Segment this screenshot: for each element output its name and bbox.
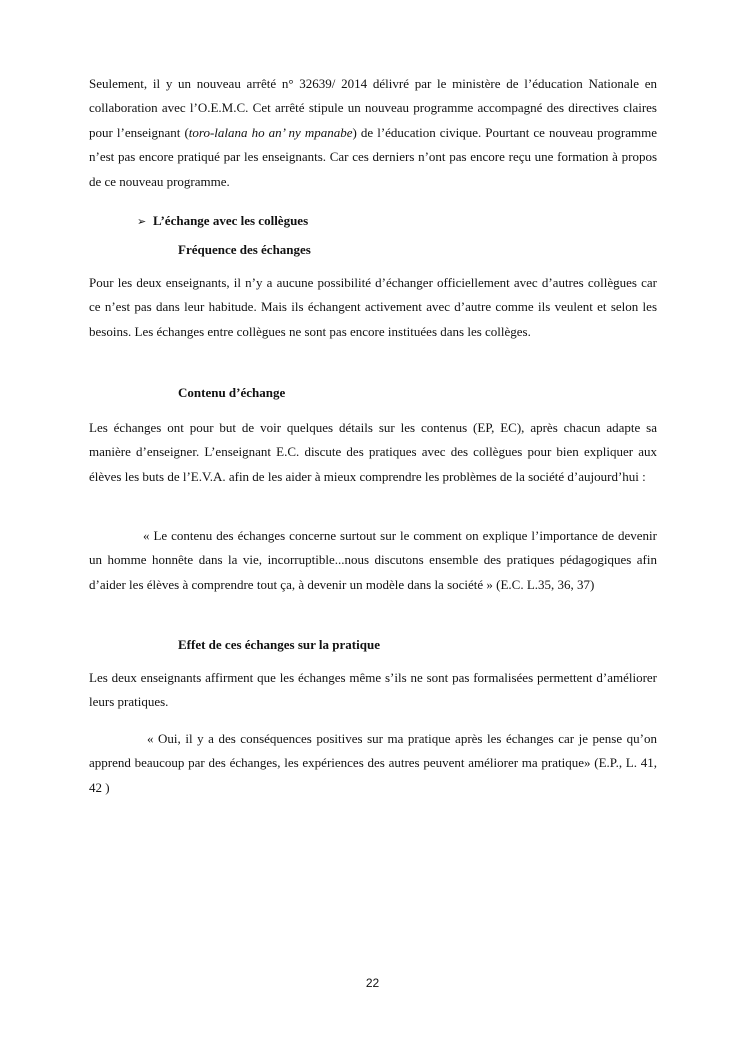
subheading-effet: Effet de ces échanges sur la pratique [178,637,380,652]
quote-ep: « Oui, il y a des conséquences positives sur ma pratique après les échanges car je pense qu’on apprend beaucoup par des échanges, les expériences des autres peuvent améliorer ma pratique» (E.P., L. 41, 42 ) [89,731,657,795]
paragraph-1-text-a: Seulement, il y un nouveau arrêté n° 32639/ 2014 délivré par le ministère de l’éducation Nationale en collaboration avec l’O.E.M.C. Cet arrêté stipule un nouveau programme accompagné des directives claires pour l’enseignant ( [89,76,657,140]
bullet-heading-text: L’échange avec les collègues [153,213,309,228]
paragraph-contenu: Les échanges ont pour but de voir quelques détails sur les contenus (EP, EC), après chacun adapte sa manière d’enseigner. L’enseignant E.C. discute des pratiques avec des collègues pour bien expliquer aux élèves les buts de l’E.V.A. afin de les aider à mieux comprendre les problèmes de la société d’aujourd’hui : [89,420,657,484]
paragraph-effet: Les deux enseignants affirment que les échanges même s’ils ne sont pas formalisées permettent d’améliorer leurs pratiques. [89,670,657,710]
paragraph-nouveau-programme [89,72,657,194]
page-number: 22 [365,976,380,990]
paragraph-1-text-b: ) de l’éducation civique. Pourtant ce nouveau programme n’est pas encore pratiqué par les enseignants. Car ces derniers n’ont pas encore reçu une formation à propos de ce nouveau programme. [89,124,657,189]
paragraph-frequence: Pour les deux enseignants, il n’y a aucune possibilité d’échanger officiellement avec d’autres collègues car ce n’est pas dans leur habitude. Mais ils échangent activement avec d’autre comme ils veulent et selon les besoins. Les échanges entre collègues ne sont pas encore instituées dans les collèges. [89,275,657,339]
arrow-bullet-icon: ➢ [137,215,147,228]
subheading-contenu: Contenu d’échange [178,385,286,400]
paragraph-1-italic-term: toro-lalana ho an’ ny mpanabe [188,124,353,140]
bullet-heading [137,211,308,232]
quote-ec: « Le contenu des échanges concerne surtout sur le comment on explique l’importance de devenir un homme honnête dans la vie, incorruptible...nous discutons ensemble des pratiques pédagogiques afin d’aider les élèves à comprendre tout ça, à devenir un modèle dans la société » (E.C. L.35, 36, 37) [89,528,657,592]
subheading-frequence: Fréquence des échanges [178,242,311,257]
